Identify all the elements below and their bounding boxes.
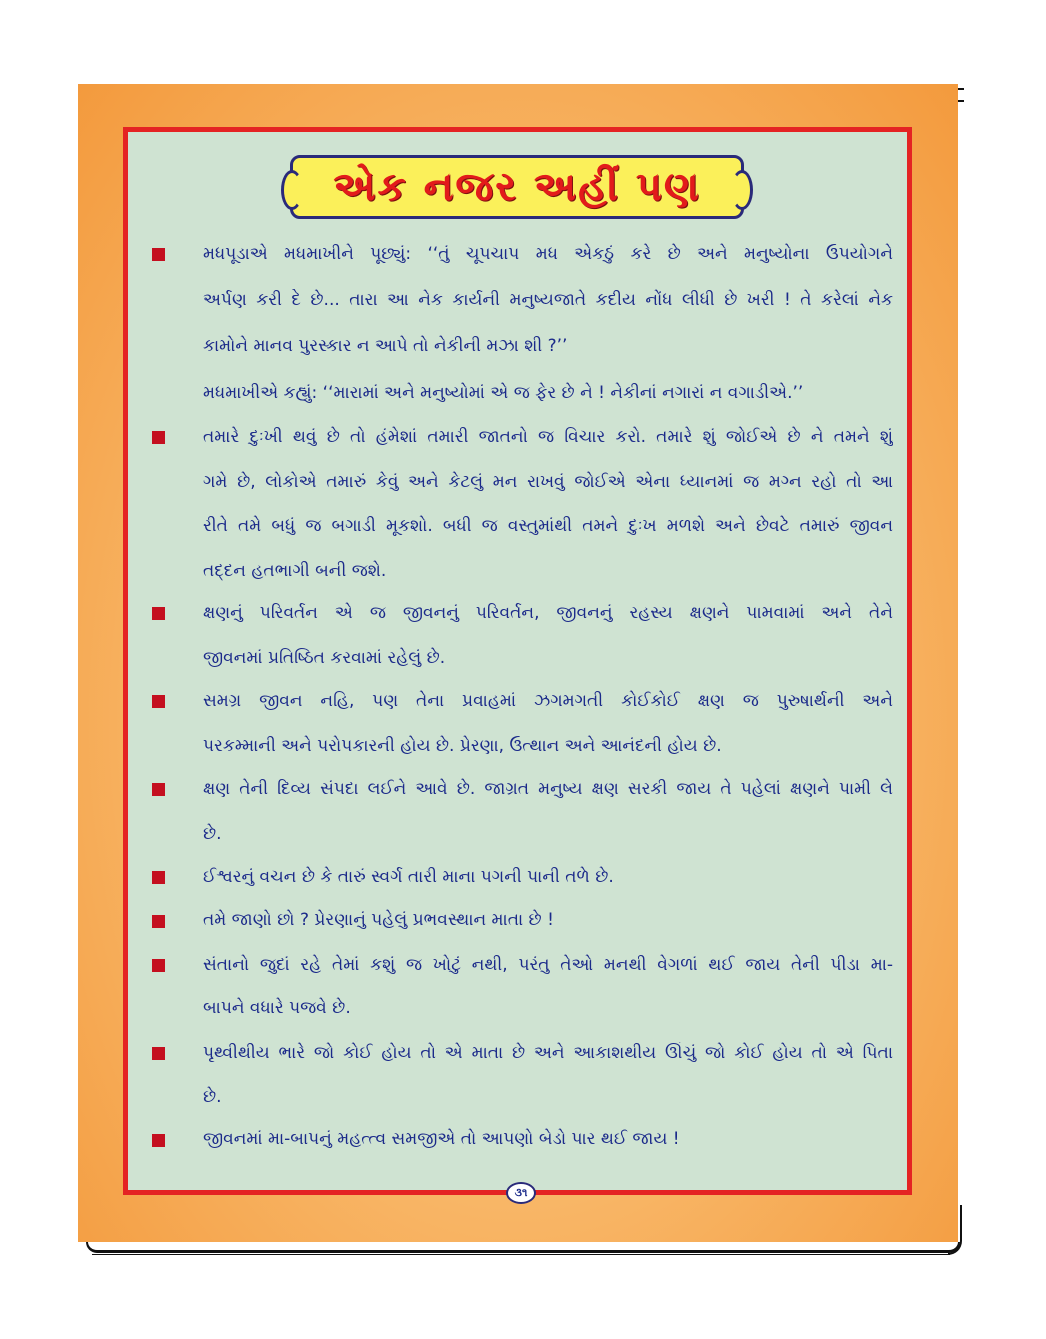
bullet-icon [152, 607, 165, 620]
item-text-line: તમારે દુઃખી થવું છે તો હંમેશાં તમારી જાતનો જ વિચાર કરો. તમારે શું જોઈએ છે ને તમને શું [203, 427, 893, 447]
item-text-line: છે. [203, 824, 222, 844]
item-text-line: રીતે તમે બધું જ બગાડી મૂકશો. બધી જ વસ્તુમાંથી તમને દુઃખ મળશે અને છેવટે તમારું જીવન [203, 516, 893, 536]
page-number: ૩૧ [506, 1182, 536, 1204]
bullet-icon [152, 1134, 165, 1147]
item-text-line: પરકમ્માની અને પરોપકારની હોય છે. પ્રેરણા, ઉત્થાન અને આનંદની હોય છે. [203, 736, 722, 756]
item-text-line: જીવનમાં પ્રતિષ્ઠિત કરવામાં રહેલું છે. [203, 648, 446, 668]
item-text-line: ગમે છે, લોકોએ તમારું કેવું અને કેટલું મન રાખવું જોઈએ એના ધ્યાનમાં જ મગ્ન રહો તો આ [203, 472, 893, 492]
item-text-line: છે. [203, 1087, 222, 1107]
bullet-icon [152, 959, 165, 972]
item-text-line: પૃથ્વીથીય ભારે જો કોઈ હોય તો એ માતા છે અને આકાશથીય ઊંચું જો કોઈ હોય તો એ પિતા [203, 1043, 893, 1063]
item-text-line: સમગ્ર જીવન નહિ, પણ તેના પ્રવાહમાં ઝગમગતી કોઈકોઈ ક્ષણ જ પુરુષાર્થની અને [203, 691, 893, 711]
item-text-line: તદ્દન હતભાગી બની જશે. [203, 561, 387, 581]
item-text-line: ક્ષણ તેની દિવ્ય સંપદા લઈને આવે છે. જાગ્રત મનુષ્ય ક્ષણ સરકી જાય તે પહેલાં ક્ષણને પામી લે [203, 779, 893, 799]
item-text-line: મધપૂડાએ મધમાખીને પૂછ્યું: ‘‘તું ચૂપચાપ મધ એકઠું કરે છે અને મનુષ્યોના ઉપયોગને [203, 244, 893, 264]
page-edge-mark [958, 88, 964, 102]
item-text-line: બાપને વધારે પજવે છે. [203, 998, 351, 1018]
bullet-icon [152, 915, 165, 928]
bullet-icon [152, 1047, 165, 1060]
bullet-icon [152, 431, 165, 444]
item-text-line: ઈશ્વરનું વચન છે કે તારું સ્વર્ગ તારી માના પગની પાની તળે છે. [203, 867, 614, 887]
bullet-icon [152, 783, 165, 796]
bullet-icon [152, 695, 165, 708]
item-text-line: સંતાનો જુદાં રહે તેમાં કશું જ ખોટું નથી, પરંતુ તેઓ મનથી વેગળાં થઈ જાય તેની પીડા મા- [203, 955, 893, 975]
bottom-border-line [92, 1254, 950, 1255]
item-text-line: તમે જાણો છો ? પ્રેરણાનું પહેલું પ્રભવસ્થાન માતા છે ! [203, 910, 554, 930]
item-text-line: કામોને માનવ પુરસ્કાર ન આપે તો નેકીની મઝા શી ?’’ [203, 336, 568, 356]
item-text-line: ક્ષણનું પરિવર્તન એ જ જીવનનું પરિવર્તન, જીવનનું રહસ્ય ક્ષણને પામવામાં અને તેને [203, 603, 893, 623]
item-text-line: જીવનમાં મા-બાપનું મહત્ત્વ સમજીએ તો આપણો બેડો પાર થઈ જાય ! [203, 1129, 680, 1149]
title-banner [290, 155, 744, 219]
page-title: એક નજર અહીં પણ [333, 164, 701, 210]
bottom-border-rule [86, 1242, 960, 1253]
bullet-icon [152, 248, 165, 261]
bullet-icon [152, 871, 165, 884]
item-text-line: મધમાખીએ કહ્યું: ‘‘મારામાં અને મનુષ્યોમાં એ જ ફેર છે ને ! નેકીનાં નગારાં ન વગાડીએ.’’ [203, 383, 804, 403]
item-text-line: અર્પણ કરી દે છે... તારા આ નેક કાર્યની મનુષ્યજાતે કદીય નોંધ લીધી છે ખરી ! તે કરેલાં નેક [203, 290, 893, 310]
